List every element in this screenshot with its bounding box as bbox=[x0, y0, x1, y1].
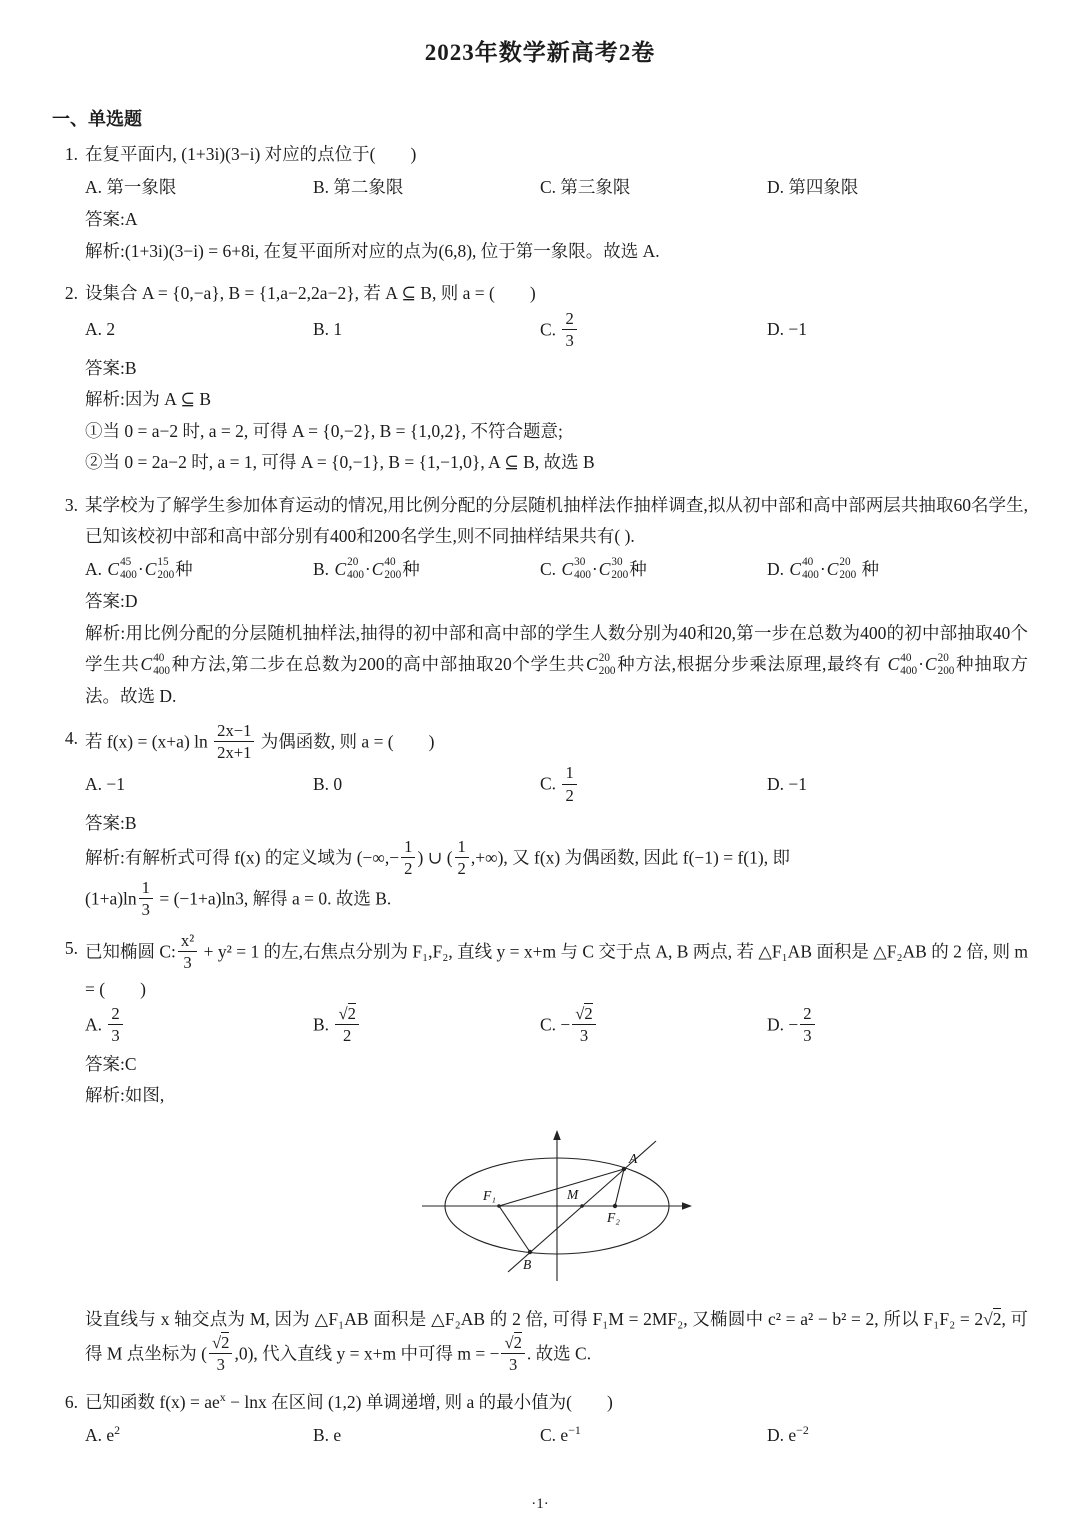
sqrt: √2 bbox=[338, 1004, 356, 1024]
options-row bbox=[85, 310, 1028, 353]
combination: C 30 200 bbox=[598, 556, 629, 582]
question-text: 已知椭圆 C: $\frac{\text{x²}}{3}$ + y² = 1 的左,右焦点分别为 F₁,F₂, 直线 y = x+m 与 C 交于点 A, B 两点, 若 △F₁AB 面积是 △F₂AB 的 2 倍, 则 m = ( ) bbox=[85, 930, 1028, 999]
fraction: $\frac{2}{3}$ bbox=[562, 309, 576, 350]
option: B. 0 bbox=[313, 774, 343, 795]
combination: C 20 200 bbox=[586, 651, 616, 677]
section-heading: 一、单选题 bbox=[52, 109, 142, 129]
question-list bbox=[52, 139, 1028, 1452]
options-row bbox=[85, 1419, 1028, 1453]
option: A. C 45 400 · C 15 200 种 bbox=[85, 554, 313, 586]
superscript: x bbox=[219, 1390, 226, 1405]
question-number: 4. bbox=[64, 728, 78, 749]
combination: C 40 200 bbox=[371, 556, 402, 582]
question bbox=[52, 139, 1028, 267]
page-number: ·1· bbox=[531, 1496, 549, 1512]
option: D. −1 bbox=[767, 774, 808, 795]
label-M: M bbox=[566, 1186, 578, 1202]
answer-line: 答案:C bbox=[85, 1053, 137, 1074]
combination: C 20 200 bbox=[924, 651, 955, 677]
option: A. −1 bbox=[85, 774, 126, 795]
combination: C 15 200 bbox=[144, 556, 175, 582]
label-F1: F₁ bbox=[482, 1187, 496, 1203]
analysis-line: 解析:(1+3i)(3−i) = 6+8i, 在复平面所对应的点为(6,8), 位于第一象限。故选 A. bbox=[85, 240, 660, 261]
fraction: $\frac{√2}{3}$ bbox=[501, 1333, 524, 1374]
option: D. −1 bbox=[767, 319, 808, 340]
question-number: 6. bbox=[64, 1392, 78, 1413]
options-row bbox=[85, 171, 1028, 205]
combination: C 30 400 bbox=[561, 556, 591, 582]
option: C. $\frac{1}{2}$ bbox=[540, 765, 767, 806]
option: A. 第一象限 bbox=[85, 176, 177, 197]
option: D. $e^{-2}$ bbox=[767, 1422, 809, 1445]
combination: C 40 400 bbox=[140, 651, 170, 677]
question bbox=[52, 930, 1029, 1377]
analysis-line: ①当 0 = a−2 时, a = 2, 可得 A = {0,−2}, B = {1,0,2}, 不符合题意; bbox=[85, 420, 563, 441]
combination: C 20 200 bbox=[826, 556, 857, 582]
superscript: 2 bbox=[114, 1422, 121, 1437]
fraction: $\frac{\text{x²}}{3}$ bbox=[178, 931, 197, 972]
sqrt: √2 bbox=[983, 1308, 1002, 1329]
analysis bbox=[85, 384, 1028, 479]
analysis-line: 设直线与 x 轴交点为 M, 因为 △F₁AB 面积是 △F₂AB 的 2 倍, 可得 F₁M = 2MF₂, 又椭圆中 c² = a² − b² = 2, 所以 F₁F₂ = 2√2, 可得 M 点坐标为 ( $\frac{√2}{3}$ ,0), 代入直线 y = x+m 中可得 m = − $\frac{√2}{3}$ . 故选 C. bbox=[85, 1308, 1029, 1375]
page-title: 2023年数学新高考2卷 bbox=[424, 40, 656, 65]
option: D. − $\frac{2}{3}$ bbox=[767, 1006, 1028, 1047]
sqrt: √2 bbox=[504, 1333, 522, 1353]
option: A. $e^2$ bbox=[85, 1422, 121, 1445]
question-number: 3. bbox=[64, 494, 78, 515]
analysis bbox=[85, 618, 1028, 713]
answer-line: 答案:B bbox=[85, 812, 137, 833]
question-text: 已知函数 $f(x) = ae^x - \ln x$ 在区间 (1,2) 单调递增, 则 a 的最小值为( ) bbox=[85, 1390, 613, 1413]
question-text: 若 f(x) = (x+a) ln $\frac{2x-1}{2x+1}$ 为偶函数, 则 a = ( ) bbox=[85, 721, 435, 763]
segment-F1B bbox=[499, 1206, 530, 1252]
fraction: $\frac{1}{2}$ bbox=[455, 837, 469, 878]
fraction: $\frac{1}{2}$ bbox=[401, 837, 415, 878]
question-stem bbox=[52, 139, 1028, 171]
sqrt: √2 bbox=[212, 1333, 230, 1353]
analysis-line: 解析:用比例分配的分层随机抽样法,抽得的初中部和高中部的学生人数分别为40和20,第一步在总数为400的初中部抽取40个学生共 C 40 400 种方法,第二步在总数为200的高中部抽取20个学生共 C 20 200 种方法,根据分步乘法原理,最终有 C 40 400 · C 20 200 种抽取方法。故选 D. bbox=[85, 622, 1029, 706]
sqrt: √2 bbox=[575, 1004, 593, 1024]
segment-F2A bbox=[615, 1169, 624, 1206]
option: C. − $\frac{√2}{3}$ bbox=[540, 1006, 767, 1047]
analysis-line: 解析:如图, bbox=[85, 1085, 165, 1106]
analysis bbox=[85, 839, 1028, 921]
combination: C 40 400 bbox=[887, 651, 918, 677]
question-stem bbox=[52, 490, 1028, 553]
question-number: 1. bbox=[64, 144, 78, 164]
question-text: 设集合 A = {0,−a}, B = {1,a−2,2a−2}, 若 A ⊆ B, 则 a = ( ) bbox=[85, 283, 536, 303]
answer-line: 答案:A bbox=[85, 209, 138, 229]
question-number: 5. bbox=[64, 937, 78, 958]
option: B. $\frac{√2}{2}$ bbox=[313, 1006, 540, 1047]
option: A. 2 bbox=[85, 319, 116, 340]
question-text: 某学校为了解学生参加体育运动的情况,用比例分配的分层随机抽样法作抽样调查,拟从初中部和高中部两层共抽取60名学生,已知该校初中部和高中部分别有400和200名学生,则不同抽样结果共有( ). bbox=[85, 494, 1028, 547]
fraction: $\frac{√2}{3}$ bbox=[209, 1333, 232, 1374]
analysis-line: 解析:因为 A ⊆ B bbox=[85, 389, 211, 410]
option: D. 第四象限 bbox=[767, 176, 859, 197]
question-stem bbox=[52, 930, 1028, 1006]
question bbox=[52, 723, 1028, 921]
point-F2 bbox=[612, 1203, 616, 1207]
analysis-line: (1+a)ln $\frac{1}{3}$ = (−1+a)ln3, 解得 a = 0. 故选 B. bbox=[85, 878, 392, 920]
question-stem bbox=[52, 1387, 1028, 1419]
label-B: B bbox=[522, 1256, 531, 1272]
fraction: $\frac{1}{3}$ bbox=[139, 878, 153, 919]
question-text: 在复平面内, (1+3i)(3−i) 对应的点位于( ) bbox=[85, 144, 417, 164]
point-B bbox=[527, 1249, 531, 1253]
combination: C 20 400 bbox=[334, 556, 364, 582]
ellipse-figure bbox=[85, 1116, 1028, 1294]
question bbox=[52, 278, 1028, 479]
fraction: $\frac{2}{3}$ bbox=[108, 1004, 122, 1045]
fraction: $\frac{√2}{2}$ bbox=[335, 1004, 358, 1045]
label-F2: F₂ bbox=[606, 1209, 620, 1225]
option: B. C 20 400 · C 40 200 种 bbox=[313, 554, 540, 586]
fraction: $\frac{1}{2}$ bbox=[562, 763, 576, 804]
ellipse-figure-svg bbox=[387, 1116, 727, 1294]
combination: C 45 400 bbox=[107, 556, 137, 582]
fraction: $\frac{2x-1}{2x+1}$ bbox=[214, 721, 254, 762]
superscript: −2 bbox=[796, 1422, 809, 1437]
analysis-line: ②当 0 = 2a−2 时, a = 1, 可得 A = {0,−1}, B = {1,−1,0}, A ⊆ B, 故选 B bbox=[85, 452, 595, 473]
option: D. C 40 400 · C 20 200 种 bbox=[767, 554, 1028, 586]
answer-line: 答案:D bbox=[85, 591, 138, 612]
question bbox=[52, 1387, 1028, 1452]
analysis bbox=[85, 236, 1028, 268]
options-row bbox=[85, 553, 1028, 587]
superscript: −1 bbox=[568, 1422, 581, 1437]
point-M bbox=[580, 1204, 584, 1208]
fraction: $\frac{2}{3}$ bbox=[800, 1004, 814, 1045]
y-axis-arrow bbox=[553, 1130, 561, 1140]
analysis-line: 解析:有解析式可得 f(x) 的定义域为 (−∞,− $\frac{1}{2}$ ) ∪ ( $\frac{1}{2}$ ,+∞), 又 f(x) 为偶函数, 因此 f(−1) = f(1), 即 bbox=[85, 837, 790, 879]
question-stem bbox=[52, 723, 1028, 764]
point-F1 bbox=[497, 1204, 501, 1208]
point-A bbox=[621, 1166, 625, 1170]
option: A. $\frac{2}{3}$ bbox=[85, 1006, 313, 1047]
question bbox=[52, 490, 1028, 713]
option: C. 第三象限 bbox=[540, 176, 631, 197]
question-number: 2. bbox=[64, 283, 78, 303]
x-axis-arrow bbox=[682, 1202, 692, 1210]
option: B. e bbox=[313, 1424, 342, 1445]
segment-F1A bbox=[499, 1169, 624, 1206]
option: B. 1 bbox=[313, 319, 343, 340]
combination: C 40 400 bbox=[789, 556, 819, 582]
fraction: $\frac{√2}{3}$ bbox=[572, 1004, 595, 1045]
options-row bbox=[85, 764, 1028, 807]
question-stem bbox=[52, 278, 1028, 310]
option: C. $e^{-1}$ bbox=[540, 1422, 581, 1445]
analysis bbox=[85, 1080, 1028, 1376]
options-row bbox=[85, 1005, 1028, 1048]
answer-line: 答案:B bbox=[85, 357, 137, 378]
option: B. 第二象限 bbox=[313, 176, 404, 197]
option: C. C 30 400 · C 30 200 种 bbox=[540, 554, 767, 586]
label-A: A bbox=[628, 1150, 637, 1166]
option: C. $\frac{2}{3}$ bbox=[540, 311, 767, 352]
